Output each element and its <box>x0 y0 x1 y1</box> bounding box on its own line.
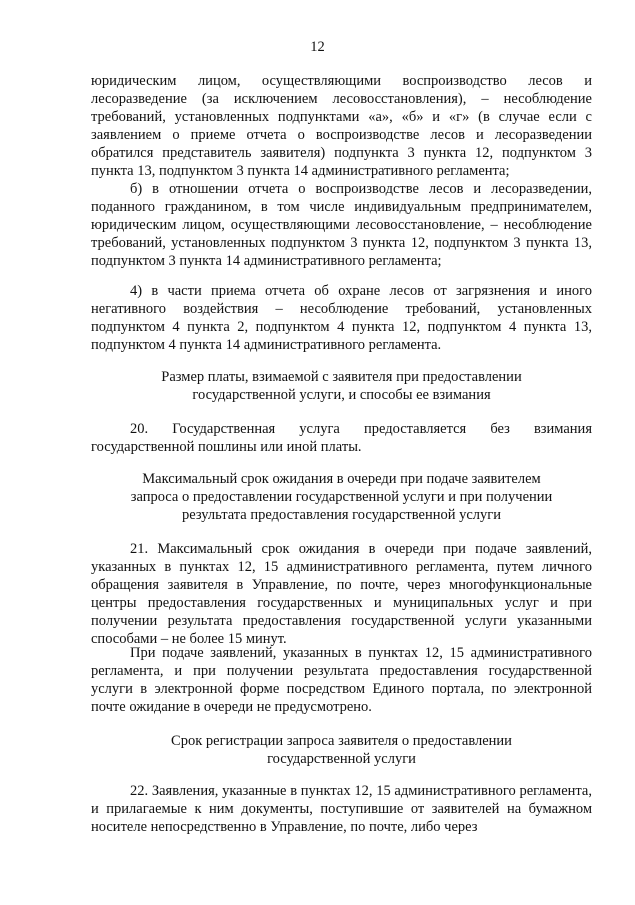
section-heading-registration <box>91 732 592 768</box>
heading-line: Срок регистрации запроса заявителя о предоставлении <box>171 733 512 749</box>
paragraph-20 <box>91 420 592 456</box>
page-number: 12 <box>310 39 325 55</box>
section-heading-wait <box>91 470 592 524</box>
paragraph-text: юридическим лицом, осуществляющими воспроизводство лесов и лесоразведение (за исключением лесовосстановления), – несоблюдение требований, установленных подпунктами «а», «б» и «г» (в случае если с заявлением о приеме отчета о воспроизводстве лесов и лесоразведении обратился представитель заявителя) подпункта 3 пункта 12, подпунктом 3 пункта 13, подпунктом 3 пункта 14 административного регламента; <box>91 73 592 179</box>
paragraph-21 <box>91 540 592 648</box>
paragraph-21-continuation <box>91 644 592 716</box>
paragraph-b <box>91 180 592 270</box>
paragraph-text: б) в отношении отчета о воспроизводстве лесов и лесоразведении, поданного гражданином, в том числе индивидуальным предпринимателем, юридическим лицом, осуществляющими лесовосстановление, – несоблюдение требований, установленных подпунктом 3 пункта 12, подпунктом 3 пункта 13, подпунктом 3 пункта 14 административного регламента; <box>91 181 592 269</box>
paragraph-22 <box>91 782 592 836</box>
paragraph-text: 20. Государственная услуга предоставляется без взимания государственной пошлины или иной платы. <box>91 421 592 455</box>
paragraph-text: 22. Заявления, указанные в пунктах 12, 15 административного регламента, и прилагаемые к ним документы, поступившие от заявителей на бумажном носителе непосредственно в Управление, по почте, либо через <box>91 783 592 835</box>
heading-line: Размер платы, взимаемой с заявителя при предоставлении <box>161 369 522 385</box>
paragraph-text: 21. Максимальный срок ожидания в очереди при подаче заявлений, указанных в пунктах 12, 15 административного регламента, путем личного обращения заявителя в Управление, по почте, через многофункциональные центры предоставления государственных и муниципальных услуг и при получении результата предоставления государственной услуги указанными способами – не более 15 минут. <box>91 541 592 647</box>
paragraph-text: 4) в части приема отчета об охране лесов от загрязнения и иного негативного воздействия – несоблюдение требований, установленных подпунктом 4 пункта 2, подпунктом 4 пункта 12, подпунктом 4 пункта 13, подпунктом 4 пункта 14 административного регламента. <box>91 283 592 353</box>
heading-line: Максимальный срок ожидания в очереди при подаче заявителем <box>142 471 541 487</box>
section-heading-fee <box>91 368 592 404</box>
paragraph-continuation <box>91 72 592 180</box>
heading-line: результата предоставления государственной услуги <box>182 507 501 523</box>
paragraph-4 <box>91 282 592 354</box>
heading-line: государственной услуги <box>267 751 416 767</box>
paragraph-text: При подаче заявлений, указанных в пунктах 12, 15 административного регламента, и при получении результата предоставления государственной услуги в электронной форме посредством Единого портала, по электронной почте ожидание в очереди не предусмотрено. <box>91 645 592 715</box>
heading-line: государственной услуги, и способы ее взимания <box>192 387 491 403</box>
heading-line: запроса о предоставлении государственной услуги и при получении <box>130 489 553 505</box>
